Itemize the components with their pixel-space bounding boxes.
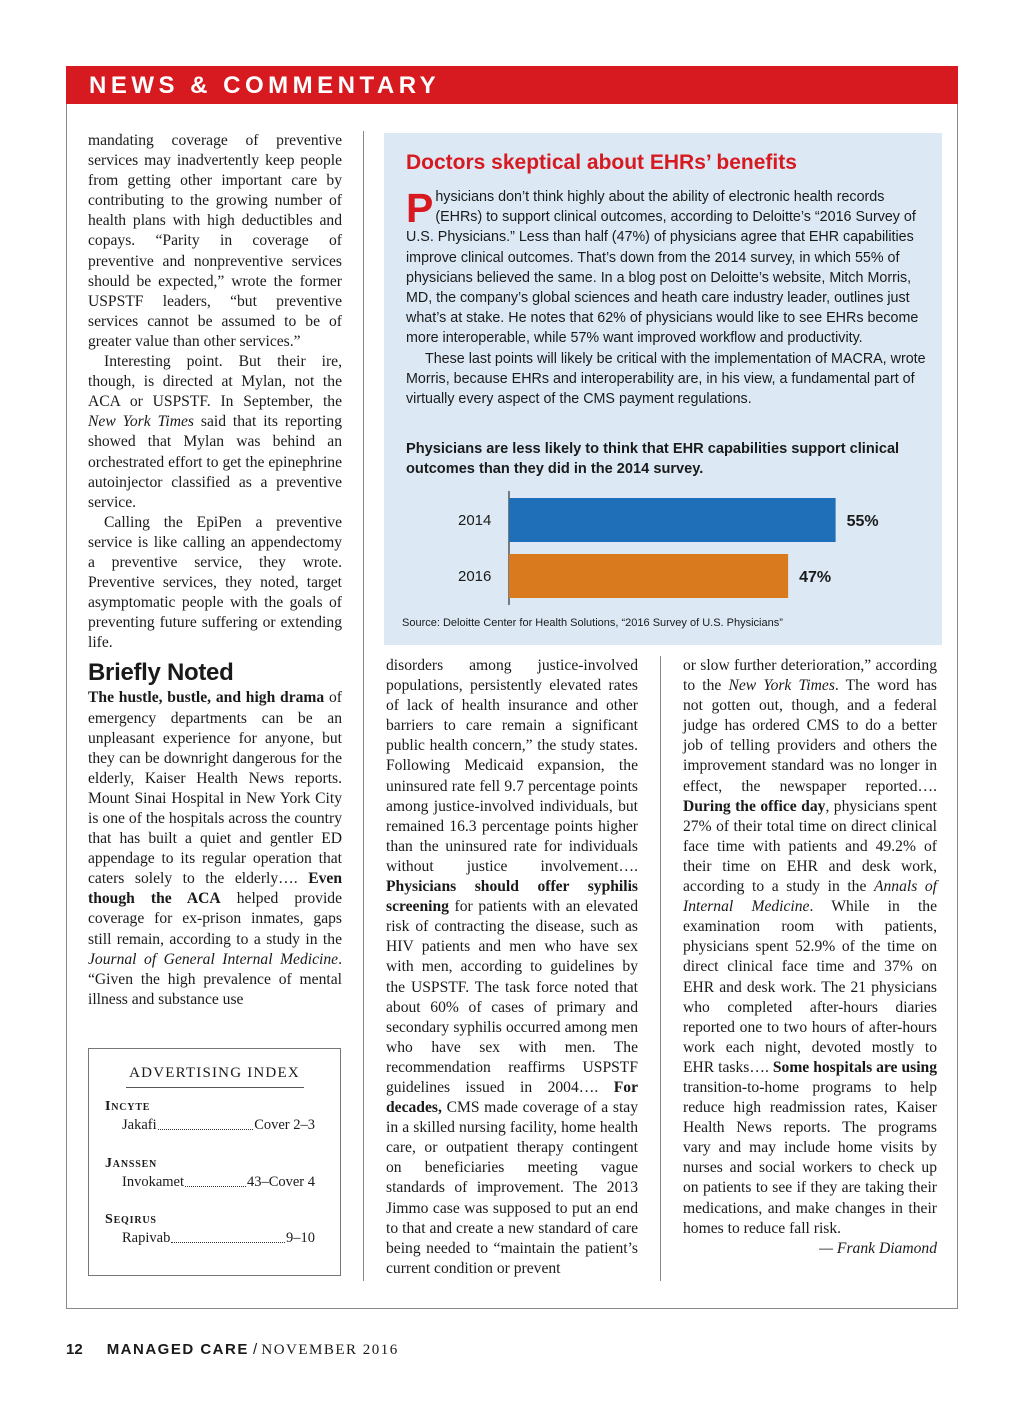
author-signature: — Frank Diamond	[819, 1239, 937, 1257]
section-title: NEWS & COMMENTARY	[89, 72, 441, 99]
drop-cap: P	[406, 185, 434, 231]
issue-date: NOVEMBER 2016	[261, 1342, 399, 1358]
column-divider	[660, 656, 661, 1281]
right-paragraph: or slow further deterioration,” according to the New York Times. The word has not gotten out, though, and a federal judge has ordered CMS to do a better job of telling providers and others the improvement standard was no longer in effect, the newspaper reported…. During the office day, physicians spent 27% of their total time on direct clinical face time with patients and 49.2% of their time on EHR and desk work, according to a study in the Annals of Internal Medicine. While in the examination room with patients, physicians spent 52.9% of the time on direct clinical face time and 37% on EHR and desk work. The 21 physicians who completed after-hours diaries reported one to two hours of after-hours work each night, devoted mostly to EHR tasks…. Some hospitals are using transition-to-home programs to help reduce high readmission rates, Kaiser Health News reports. The programs vary and may include home visits by nurses and social workers to check up on patients to see if they are taking their medications, and make changes in their homes to reduce fall risk.	[683, 657, 937, 1237]
column-divider	[363, 131, 364, 1281]
ad-index-rule	[126, 1087, 304, 1088]
category-label-2014: 2014	[458, 512, 492, 529]
sidebar-paragraph-2: These last points will likely be critical with the implementation of MACRA, wrote Morris, because EHRs and interoperability are, in his view, a fundamental part of virtually every aspect of the CMS payment regulations.	[406, 350, 926, 408]
ad-company: Seqirus	[105, 1212, 157, 1227]
middle-column	[386, 656, 638, 1279]
bar-chart	[384, 483, 942, 613]
ad-entry: Invokamet 43–Cover 4	[122, 1174, 315, 1190]
middle-paragraph: disorders among justice-involved populations, persistently elevated rates of lack of health insurance and other barriers to care remain a significant public health concern,” the study states. Following Medicaid expansion, the uninsured rate fell 9.7 percentage points among justice-involved individuals, but remained 16.3 percentage points higher than the uninsured rate for individuals without justice involvement…. Physicians should offer syphilis screening for patients with an elevated risk of contracting the disease, such as HIV patients and men who have sex with men, according to guidelines by the USPSTF. The task force noted that about 60% of cases of primary and secondary syphilis occurred among men who have sex with men. The recommendation reaffirms USPSTF guidelines issued in 2004…. For decades, CMS made coverage of a stay in a skilled nursing facility, home health care, or outpatient therapy contingent on beneficiaries meeting vague standards of improvement. The 2013 Jimmo case was supposed to put an end to that and create a new standard of care being needed to “maintain the patient’s current condition or prevent	[386, 657, 638, 1277]
ad-entry: Rapivab 9–10	[122, 1230, 315, 1246]
page-footer	[66, 1341, 399, 1359]
left-paragraph-2: Interesting point. But their ire, though, is directed at Mylan, not the ACA or USPSTF. In September, the New York Times said that its reporting showed that Mylan was behind an orchestrated effort to get the epinephrine autoinjector classified as a preventive service.	[88, 353, 342, 511]
footer-separator: /	[248, 1341, 262, 1358]
briefly-noted-heading: Briefly Noted	[88, 659, 234, 687]
chart-title: Physicians are less likely to think that EHR capabilities support clinical outcomes than they did in the 2014 survey.	[406, 441, 900, 478]
right-column	[683, 656, 937, 1259]
bar-2016	[509, 554, 788, 598]
left-paragraph-1: mandating coverage of preventive services may inadvertently keep people from getting other important care by contributing to the growing number of health plans with high deductibles and copays. “Parity in coverage of preventive and nonpreventive services should be expected,” wrote the former USPSTF leaders, “but preventive services cannot be assumed to be of greater value than other services.”	[88, 132, 342, 350]
chart-source: Source: Deloitte Center for Health Solutions, “2016 Survey of U.S. Physicians”	[402, 617, 783, 629]
ad-index-title: ADVERTISING INDEX	[129, 1065, 300, 1081]
sidebar-title: Doctors skeptical about EHRs’ benefits	[406, 151, 797, 174]
left-paragraph-3: Calling the EpiPen a preventive service is like calling an appendectomy a preventive service, they wrote. Preventive services, they noted, target asymptomatic people with the goals of preventing future suffering or extending life.	[88, 513, 342, 652]
ad-entry: Jakafi Cover 2–3	[122, 1117, 315, 1133]
section-banner	[66, 66, 958, 104]
magazine-name: MANAGED CARE	[106, 1341, 249, 1358]
data-label-2014: 55%	[846, 513, 879, 530]
left-column	[88, 131, 342, 1010]
sidebar-body	[406, 187, 926, 409]
bar-2014	[509, 498, 836, 542]
category-label-2016: 2016	[458, 568, 492, 585]
advertising-index	[88, 1048, 341, 1276]
sidebar-paragraph-1: Physicians don’t think highly about the ability of electronic health records (EHRs) to support clinical outcomes, according to Deloitte’s “2016 Survey of U.S. Physicians.” Less than half (47%) of physicians agree that EHR capabilities improve clinical outcomes. That’s down from the 2014 survey, in which 55% of physicians believed the same. In a blog post on Deloitte’s website, Mitch Morris, MD, the company’s global sciences and heath care industry leader, outlines just what’s at stake. He notes that 62% of physicians would like to see EHRs become more interoperable, while 57% want improved workflow and productivity.	[406, 185, 919, 347]
page-number: 12	[66, 1341, 83, 1358]
briefly-paragraph: The hustle, bustle, and high drama of emergency departments can be an unpleasant experience for anyone, but they can be downright dangerous for the elderly, Kaiser Health News reports. Mount Sinai Hospital in New York City is one of the hospitals across the country that has built a quiet and gentler ED appendage to its regular operation that caters solely to the elderly…. Even though the ACA helped provide coverage for ex-prison inmates, gaps still remain, according to a study in the Journal of General Internal Medicine. “Given the high prevalence of mental illness and substance use	[88, 689, 343, 1008]
data-label-2016: 47%	[799, 569, 832, 586]
ad-company: Janssen	[105, 1156, 158, 1171]
ehr-sidebar-box	[384, 133, 942, 645]
ad-company: Incyte	[105, 1099, 151, 1114]
